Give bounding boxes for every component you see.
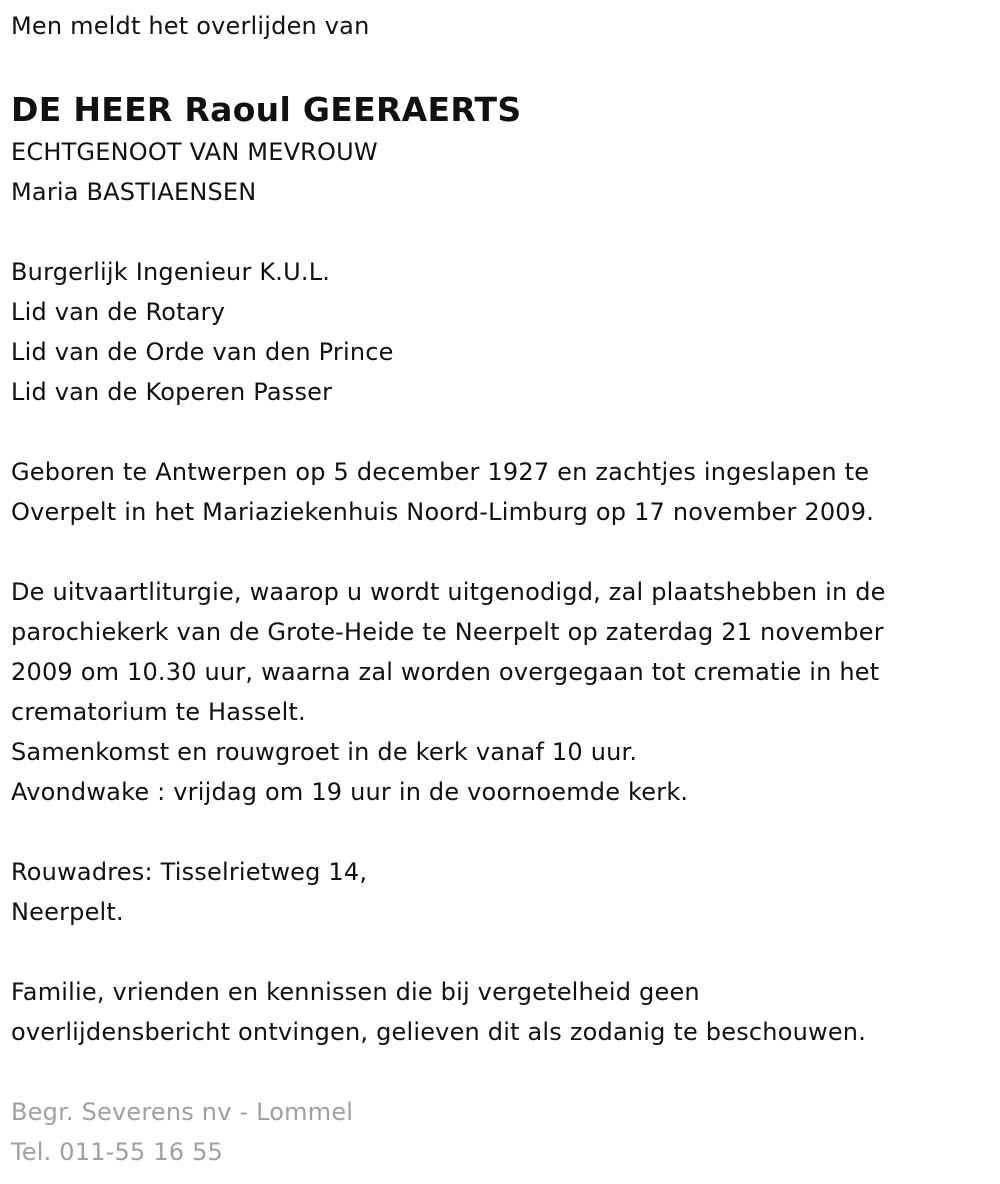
paragraph-line: overlijdensbericht ontvingen, gelieven dit als zodanig te beschouwen. (11, 1018, 867, 1046)
spouse-name: Maria BASTIAENSEN (11, 178, 257, 206)
spacer (11, 932, 1000, 972)
spacer (11, 46, 1000, 86)
titles-list (11, 252, 1000, 412)
spouse-label: ECHTGENOOT VAN MEVROUW (11, 138, 378, 166)
paragraph-line: crematorium te Hasselt. (11, 698, 306, 726)
paragraph-line: Geboren te Antwerpen op 5 december 1927 en zachtjes ingeslapen te (11, 458, 870, 486)
spacer (11, 412, 1000, 452)
closing-paragraph (11, 972, 1000, 1052)
paragraph-line: Familie, vrienden en kennissen die bij vergetelheid geen (11, 978, 700, 1006)
title-item: Lid van de Orde van den Prince (11, 338, 394, 366)
vigil-line: Avondwake : vrijdag om 19 uur in de voornoemde kerk. (11, 778, 689, 806)
gathering-line: Samenkomst en rouwgroet in de kerk vanaf 10 uur. (11, 738, 638, 766)
deceased-name: DE HEER Raoul GEERAERTS (11, 90, 522, 129)
intro-text: Men meldt het overlijden van (11, 12, 370, 40)
spacer (11, 1052, 1000, 1092)
address-line: Neerpelt. (11, 898, 124, 926)
spacer (11, 212, 1000, 252)
undertaker-phone: Tel. 011-55 16 55 (11, 1138, 224, 1166)
paragraph-line: Overpelt in het Mariaziekenhuis Noord-Limburg op 17 november 2009. (11, 498, 875, 526)
funeral-paragraph (11, 572, 1000, 812)
address-line: Rouwadres: Tisselrietweg 14, (11, 858, 368, 886)
paragraph-line: De uitvaartliturgie, waarop u wordt uitgenodigd, zal plaatshebben in de (11, 578, 886, 606)
mourning-address (11, 852, 1000, 932)
undertaker-footer (11, 1092, 1000, 1172)
spacer (11, 532, 1000, 572)
undertaker-name: Begr. Severens nv - Lommel (11, 1098, 354, 1126)
spacer (11, 812, 1000, 852)
paragraph-line: parochiekerk van de Grote-Heide te Neerpelt op zaterdag 21 november (11, 618, 884, 646)
birth-death-paragraph (11, 452, 1000, 532)
title-item: Burgerlijk Ingenieur K.U.L. (11, 258, 331, 286)
title-item: Lid van de Rotary (11, 298, 226, 326)
title-item: Lid van de Koperen Passer (11, 378, 333, 406)
paragraph-line: 2009 om 10.30 uur, waarna zal worden overgegaan tot crematie in het (11, 658, 880, 686)
